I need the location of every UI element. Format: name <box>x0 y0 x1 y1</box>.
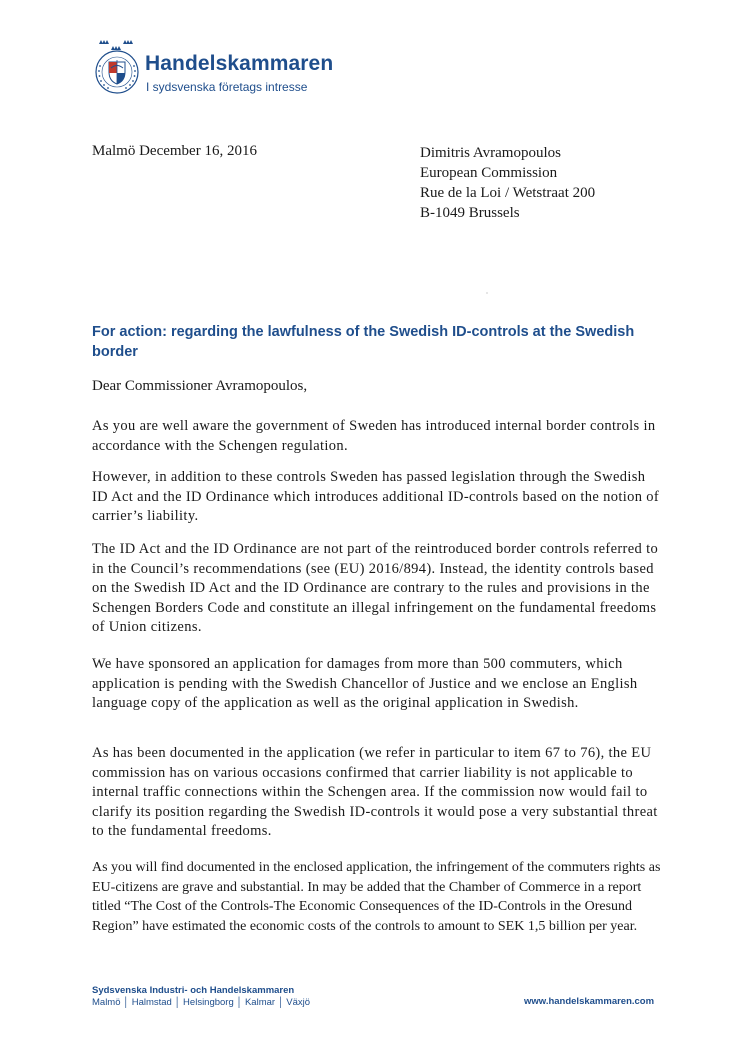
body-paragraph: As you are well aware the government of Sweden has introduced internal border controls in accordance with the Schengen regulation. <box>92 418 656 454</box>
salutation: Dear Commissioner Avramopoulos, <box>92 378 308 394</box>
recipient-city: B-1049 Brussels <box>420 205 520 221</box>
body-paragraph: However, in addition to these controls Sweden has passed legislation through the Swedish ID Act and the ID Ordinance which introduces additional ID-controls based on the notion of carrier’s liability. <box>92 469 660 525</box>
chamber-seal-icon <box>92 38 142 96</box>
body-paragraph: As has been documented in the application (we refer in particular to item 67 to 76), the EU commission has on various occasions confirmed that carrier liability is not applicable to internal traffic connections within the Schengen area. If the commission now would fail to clarify its position regarding the Swedish ID-controls it would pose a very substantial threat to the fundamental freedoms. <box>92 745 658 840</box>
recipient-name: Dimitris Avramopoulos <box>420 145 561 161</box>
brand-tagline: I sydsvenska företags intresse <box>146 80 308 94</box>
letter-subject: For action: regarding the lawfulness of the Swedish ID-controls at the Swedish border <box>92 324 635 360</box>
recipient-address <box>420 143 595 223</box>
footer-cities: Malmö │ Halmstad │ Helsingborg │ Kalmar │ Växjö <box>92 997 311 1008</box>
recipient-street: Rue de la Loi / Wetstraat 200 <box>420 185 596 201</box>
brand-name: Handelskammaren <box>145 52 334 75</box>
body-paragraph: We have sponsored an application for damages from more than 500 commuters, which application is pending with the Swedish Chancellor of Justice and we enclose an English language copy of the application as well as the original application in Swedish. <box>92 656 638 712</box>
footer-organization: Sydsvenska Industri- och Handelskammaren <box>92 985 295 996</box>
letter-date: Malmö December 16, 2016 <box>92 143 257 159</box>
body-paragraph: As you will find documented in the enclosed application, the infringement of the commuters rights as EU-citizens are grave and substantial. In may be added that the Chamber of Commerce in a report titled “The Cost of the Controls-The Economic Consequences of the ID-Controls in the Oresund Region” have estimated the economic costs of the controls to amount to SEK 1,5 billion per year. <box>92 860 661 934</box>
recipient-organization: European Commission <box>420 165 558 181</box>
body-paragraph: The ID Act and the ID Ordinance are not part of the reintroduced border controls referred to in the Council’s recommendations (see (EU) 2016/894). Instead, the identity controls based on the Swedish ID Act and the ID Ordinance are contrary to the rules and provisions in the Schengen Borders Code and constitute an illegal infringement on the fundamental freedoms of Union citizens. <box>92 541 659 636</box>
footer-website-link[interactable]: www.handelskammaren.com <box>524 996 655 1007</box>
footer-address-block <box>92 985 310 1008</box>
scan-speck <box>486 292 488 294</box>
letterhead-logo <box>92 38 352 108</box>
